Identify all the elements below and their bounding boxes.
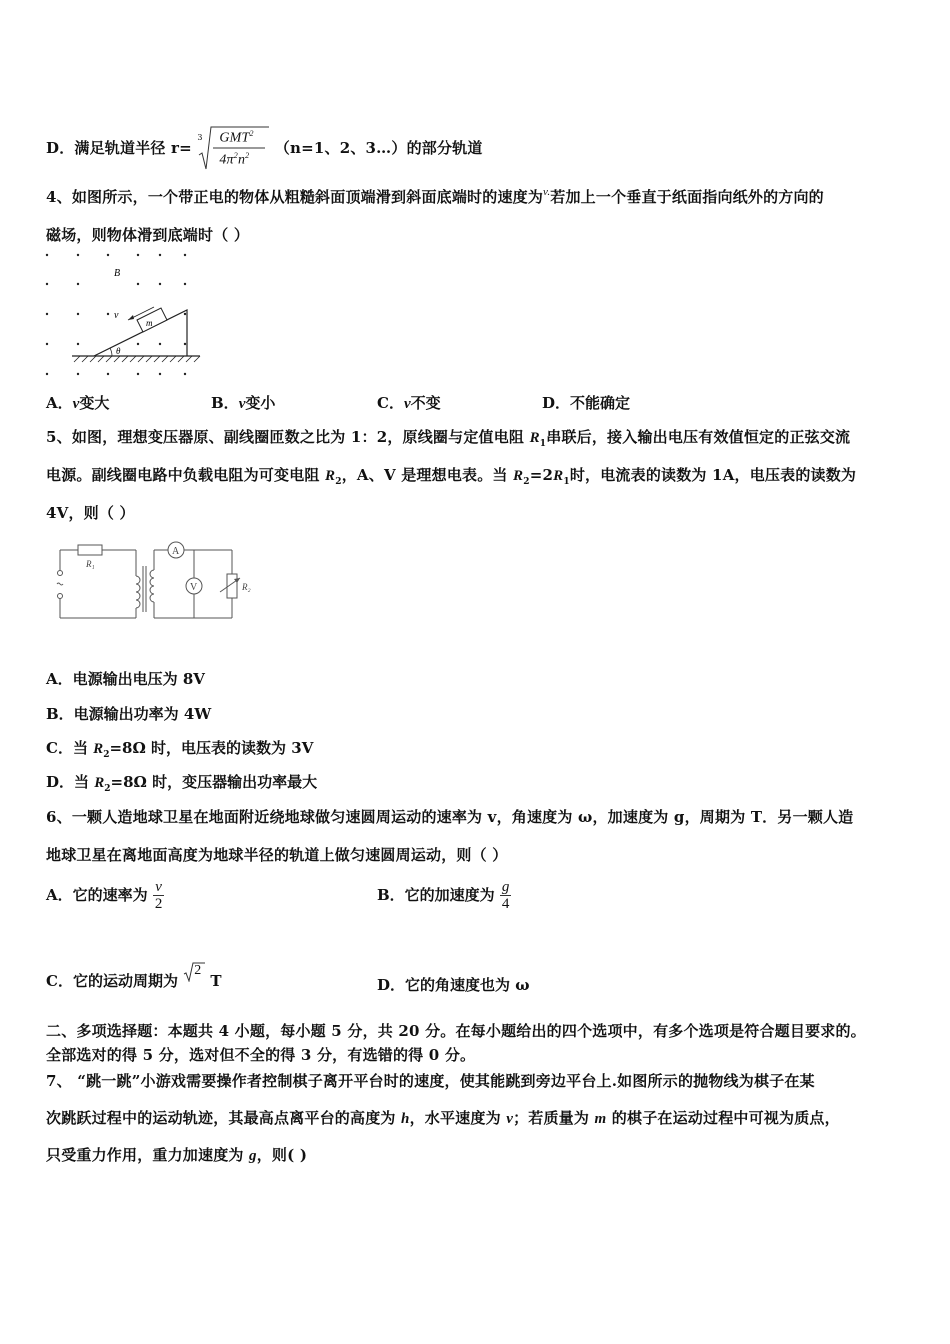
q5-opt-c-pre: C．当 xyxy=(46,739,94,757)
q6-line1-text: 6、一颗人造地球卫星在地面附近绕地球做匀速圆周运动的速率为 v，角速度为 ω，加速度为 g，周期为 T．另一颗人造 xyxy=(46,808,854,826)
q5-line2a: 电源。副线圈电路中负载电阻为可变电阻 xyxy=(46,466,326,484)
q3d-numerator xyxy=(219,129,253,147)
q5-opt-c-r: R xyxy=(93,741,104,757)
q5-cond-eq: =2 xyxy=(529,466,554,484)
q5-opt-c-post: =8Ω 时，电压表的读数为 3V xyxy=(109,739,314,757)
q5-opt-d-post: =8Ω 时，变压器输出功率最大 xyxy=(110,773,318,791)
q4-line1 xyxy=(46,186,824,207)
q6-opt-a-text: A．它的速率为 xyxy=(46,886,148,904)
velocity-label-v: v xyxy=(114,310,119,321)
q5-cond-r1: R xyxy=(553,468,564,484)
q4-option-c[interactable] xyxy=(377,392,441,413)
section2-line2 xyxy=(46,1044,475,1065)
q7-line1 xyxy=(46,1070,815,1091)
q4-opt-c-var: v xyxy=(403,396,411,412)
q4-line2-text: 磁场，则物体滑到底端时（ ） xyxy=(46,226,250,244)
q7-var-m: m xyxy=(594,1111,607,1127)
q6-opt-c-root: 2 xyxy=(194,963,202,978)
q5-line2 xyxy=(46,464,856,487)
q5-cond-r2: R xyxy=(513,468,524,484)
q3d-den-b: n xyxy=(237,152,246,168)
q6-opt-c-post: T xyxy=(210,972,222,990)
q6-opt-c-sqrt xyxy=(183,962,205,982)
q4-opt-b-text: 变小 xyxy=(245,394,276,412)
q4-opt-a-text: 变大 xyxy=(79,394,110,412)
q3d-den-a: 4π xyxy=(219,152,234,168)
q5-option-c[interactable] xyxy=(46,737,313,760)
q6-opt-b-fraction xyxy=(500,880,512,912)
q5-line1 xyxy=(46,426,850,449)
section2-line1-text: 二、多项选择题：本题共 4 小题，每小题 5 分，共 20 分。在每小题给出的四个选项中，有多个选项是符合题目要求的。 xyxy=(46,1022,866,1040)
q7-line2b: ，水平速度为 xyxy=(409,1109,507,1127)
q5-line2c: 时，电流表的读数为 1A，电压表的读数为 xyxy=(569,466,857,484)
q7-line2c: ；若质量为 xyxy=(513,1109,595,1127)
mass-label-m: m xyxy=(146,318,153,328)
q3d-radical xyxy=(197,125,269,173)
q7-var-v: v xyxy=(506,1111,514,1127)
q5-opt-c-sub: 2 xyxy=(103,750,110,760)
q4-option-d[interactable] xyxy=(542,392,630,413)
q6-opt-a-num: v xyxy=(155,879,162,895)
q5-cond-r1-sub: 1 xyxy=(563,477,570,487)
q7-line2d: 的棋子在运动过程中可视为质点， xyxy=(606,1109,840,1127)
q6-line2-text: 地球卫星在离地面高度为地球半径的轨道上做匀速圆周运动，则（ ） xyxy=(46,846,508,864)
q7-var-g: g xyxy=(249,1148,257,1164)
q4-opt-d-text: 不能确定 xyxy=(570,394,631,412)
q4-opt-b-letter: B． xyxy=(211,394,239,412)
q6-option-a[interactable] xyxy=(46,880,164,912)
ammeter-label: A xyxy=(172,546,180,557)
q4-opt-c-text: 不变 xyxy=(410,394,441,412)
q4-option-a[interactable] xyxy=(46,392,109,413)
q3d-num-text: GMT xyxy=(219,130,250,146)
q4-option-b[interactable] xyxy=(211,392,275,413)
q6-option-b[interactable] xyxy=(377,880,511,912)
q5-opt-b-text: B．电源输出功率为 4W xyxy=(46,705,212,723)
q4-line1b: 若加上一个垂直于纸面指向纸外的方向的 xyxy=(550,188,824,206)
q4-incline-figure xyxy=(42,250,207,380)
q5-r1: R xyxy=(529,430,540,446)
q6-opt-a-den: 2 xyxy=(154,896,163,912)
q6-opt-d-text: D．它的角速度也为 ω xyxy=(377,976,530,994)
q6-option-d[interactable] xyxy=(377,974,530,995)
q5-line2b: ，A、V 是理想电表。当 xyxy=(341,466,514,484)
q5-line1b: 串联后，接入输出电压有效值恒定的正弦交流 xyxy=(546,428,851,446)
q3d-denominator xyxy=(219,151,249,169)
q4-opt-d-letter: D． xyxy=(542,394,571,412)
q3-option-d xyxy=(46,125,483,173)
q5-opt-a-text: A．电源输出电压为 8V xyxy=(46,670,205,688)
q6-opt-b-num: g xyxy=(501,879,510,895)
q6-option-c[interactable] xyxy=(46,962,222,991)
q5-opt-d-pre: D．当 xyxy=(46,773,95,791)
q3d-root-index: 3 xyxy=(197,133,203,142)
q7-line2a: 次跳跃过程中的运动轨迹，其最高点离平台的高度为 xyxy=(46,1109,402,1127)
q6-opt-c-text: C．它的运动周期为 xyxy=(46,972,178,990)
q7-line3b: ，则( ) xyxy=(256,1146,308,1164)
q7-var-h: h xyxy=(401,1111,410,1127)
q5-r2-sub: 2 xyxy=(335,477,342,487)
q4-opt-c-letter: C． xyxy=(377,394,404,412)
q5-circuit-figure xyxy=(48,540,270,622)
q5-line3-text: 4V，则（ ） xyxy=(46,504,135,522)
q3d-den-sup1: 2 xyxy=(233,151,238,160)
q7-line3 xyxy=(46,1144,307,1165)
q6-line1 xyxy=(46,806,853,827)
q7-line2 xyxy=(46,1107,840,1128)
q4-line1a: 4、如图所示，一个带正电的物体从粗糙斜面顶端滑到斜面底端时的速度为 xyxy=(46,188,544,206)
voltmeter-label: V xyxy=(190,582,198,593)
q6-opt-b-text: B．它的加速度为 xyxy=(377,886,495,904)
q5-cond-r2-sub: 2 xyxy=(523,477,530,487)
q6-opt-b-den: 4 xyxy=(501,896,510,912)
q5-r1-sub: 1 xyxy=(539,439,547,449)
q7-line3a: 只受重力作用，重力加速度为 xyxy=(46,1146,250,1164)
q4-opt-a-letter: A． xyxy=(46,394,73,412)
q3d-num-sup: 2 xyxy=(249,129,254,138)
q4-opt-a-var: v xyxy=(72,396,80,412)
q3d-suffix: （n=1、2、3…）的部分轨道 xyxy=(274,139,483,157)
q5-r2: R xyxy=(325,468,336,484)
q5-opt-d-sub: 2 xyxy=(104,784,111,794)
q4-opt-b-var: v xyxy=(238,396,246,412)
q7-line1-text: 7、 “跳一跳”小游戏需要操作者控制棋子离开平台时的速度，使其能跳到旁边平台上.如图所示的抛物线为棋子在某 xyxy=(46,1072,815,1090)
q4-var-v: v. xyxy=(543,186,551,198)
resistor-r2-label: R₂ xyxy=(242,582,251,592)
q5-opt-d-r: R xyxy=(94,775,105,791)
q5-line3 xyxy=(46,502,135,523)
q5-option-d[interactable] xyxy=(46,771,317,794)
q6-opt-a-fraction xyxy=(153,880,165,912)
q4-line2 xyxy=(46,224,249,245)
q5-option-b[interactable] xyxy=(46,703,211,724)
q3d-prefix: D．满足轨道半径 r= xyxy=(46,139,192,157)
q6-line2 xyxy=(46,844,507,865)
angle-label-theta: θ xyxy=(116,346,121,356)
section2-line2-text: 全部选对的得 5 分，选对但不全的得 3 分，有选错的得 0 分。 xyxy=(46,1046,476,1064)
q5-option-a[interactable] xyxy=(46,668,205,689)
q3d-den-sup2: 2 xyxy=(245,151,250,160)
field-label-b: B xyxy=(114,268,121,279)
resistor-r1-label: R₁ xyxy=(86,559,95,569)
q5-line1a: 5、如图，理想变压器原、副线圈匝数之比为 1：2，原线圈与定值电阻 xyxy=(46,428,530,446)
section2-line1 xyxy=(46,1020,866,1041)
